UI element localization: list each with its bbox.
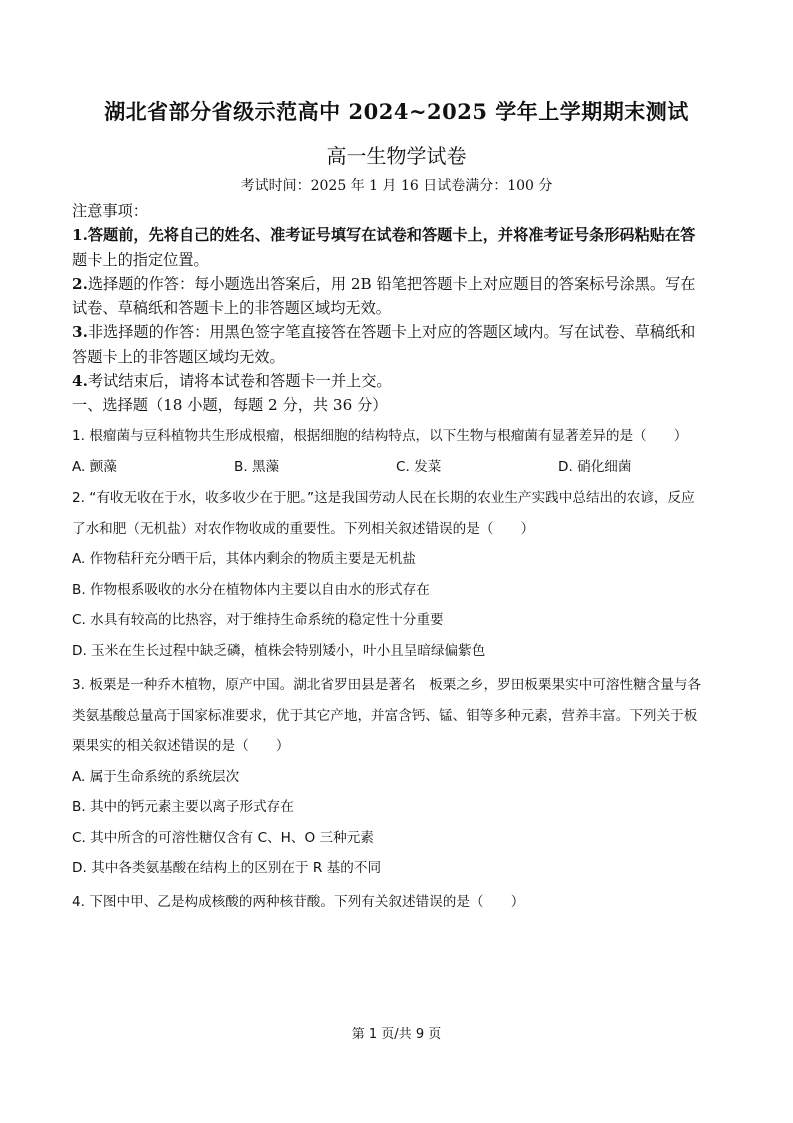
instruction-line: 1.答题前，先将自己的姓名、准考证号填写在试卷和答题卡上，并将准考证号条形码粘贴在答 bbox=[72, 226, 696, 245]
page-number: 第 1 页/共 9 页 bbox=[351, 1027, 442, 1042]
question-stem: 栗果实的相关叙述错误的是（ ） bbox=[72, 738, 290, 754]
instruction-line: 试卷、草稿纸和答题卡上的非答题区域均无效。 bbox=[72, 299, 391, 318]
question-stem: 了水和肥（无机盐）对农作物收成的重要性。下列相关叙述错误的是（ ） bbox=[72, 520, 535, 537]
instruction-line: 3.非选择题的作答：用黑色签字笔直接答在答题卡上对应的答题区域内。写在试卷、草稿纸和 bbox=[72, 323, 696, 342]
question-stem: 2. “有收无收在于水，收多收少在于肥。”这是我国劳动人民在长期的农业生产实践中总结出的农谚，反应 bbox=[72, 490, 695, 506]
option-b: B. 作物根系吸收的水分在植物体内主要以自由水的形式存在 bbox=[72, 581, 430, 598]
question-1 bbox=[72, 421, 730, 482]
question-stem: 类氨基酸总量高于国家标准要求，优于其它产地，并富含钙、锰、钼等多种元素，营养丰富。下列关于板 bbox=[72, 707, 698, 724]
question-stem: 3. 板栗是一种乔木植物，原产中国。湖北省罗田县是著名 板栗之乡，罗田板栗果实中可溶性糖含量与各 bbox=[72, 677, 702, 693]
exam-title: 湖北省部分省级示范高中 2024~2025 学年上学期期末测试 bbox=[104, 99, 689, 124]
option-c: C. 发菜 bbox=[396, 458, 442, 475]
exam-subtitle: 高一生物学试卷 bbox=[326, 144, 467, 168]
option-a: A. 作物秸秆充分晒干后，其体内剩余的物质主要是无机盐 bbox=[72, 551, 416, 567]
question-options bbox=[72, 452, 730, 483]
option-d: D. 硝化细菌 bbox=[558, 458, 632, 475]
option-c: C. 水具有较高的比热容，对于维持生命系统的稳定性十分重要 bbox=[72, 612, 444, 628]
question-4 bbox=[72, 887, 730, 918]
instructions-heading: 注意事项： bbox=[72, 202, 148, 220]
instructions bbox=[72, 199, 727, 418]
option-c: C. 其中所含的可溶性糖仅含有 C、H、O 三种元素 bbox=[72, 829, 374, 846]
instruction-line: 4.考试结束后，请将本试卷和答题卡一并上交。 bbox=[72, 372, 392, 391]
option-b: B. 黑藻 bbox=[234, 458, 280, 475]
option-d: D. 其中各类氨基酸在结构上的区别在于 R 基的不同 bbox=[72, 860, 382, 876]
instruction-line: 题卡上的指定位置。 bbox=[72, 250, 209, 269]
option-a: A. 颤藻 bbox=[72, 458, 117, 475]
exam-info: 考试时间：2025 年 1 月 16 日试卷满分：100 分 bbox=[240, 178, 553, 194]
option-d: D. 玉米在生长过程中缺乏磷，植株会特别矮小，叶小且呈暗绿偏紫色 bbox=[72, 642, 486, 659]
section-heading: 一、选择题（18 小题，每题 2 分，共 36 分） bbox=[72, 396, 388, 415]
question-stem: 4. 下图中甲、乙是构成核酸的两种核苷酸。下列有关叙述错误的是（ ） bbox=[72, 894, 525, 910]
question-3 bbox=[72, 670, 730, 884]
question-2 bbox=[72, 483, 730, 666]
option-b: B. 其中的钙元素主要以离子形式存在 bbox=[72, 799, 294, 815]
instruction-line: 2.选择题的作答：每小题选出答案后，用 2B 铅笔把答题卡上对应题目的答案标号涂黑。写在 bbox=[72, 274, 696, 293]
question-stem: 1. 根瘤菌与豆科植物共生形成根瘤，根据细胞的结构特点，以下生物与根瘤菌有显著差异的是（ ） bbox=[72, 428, 688, 444]
instruction-line: 答题卡上的非答题区域均无效。 bbox=[72, 347, 285, 366]
option-a: A. 属于生命系统的系统层次 bbox=[72, 768, 240, 785]
